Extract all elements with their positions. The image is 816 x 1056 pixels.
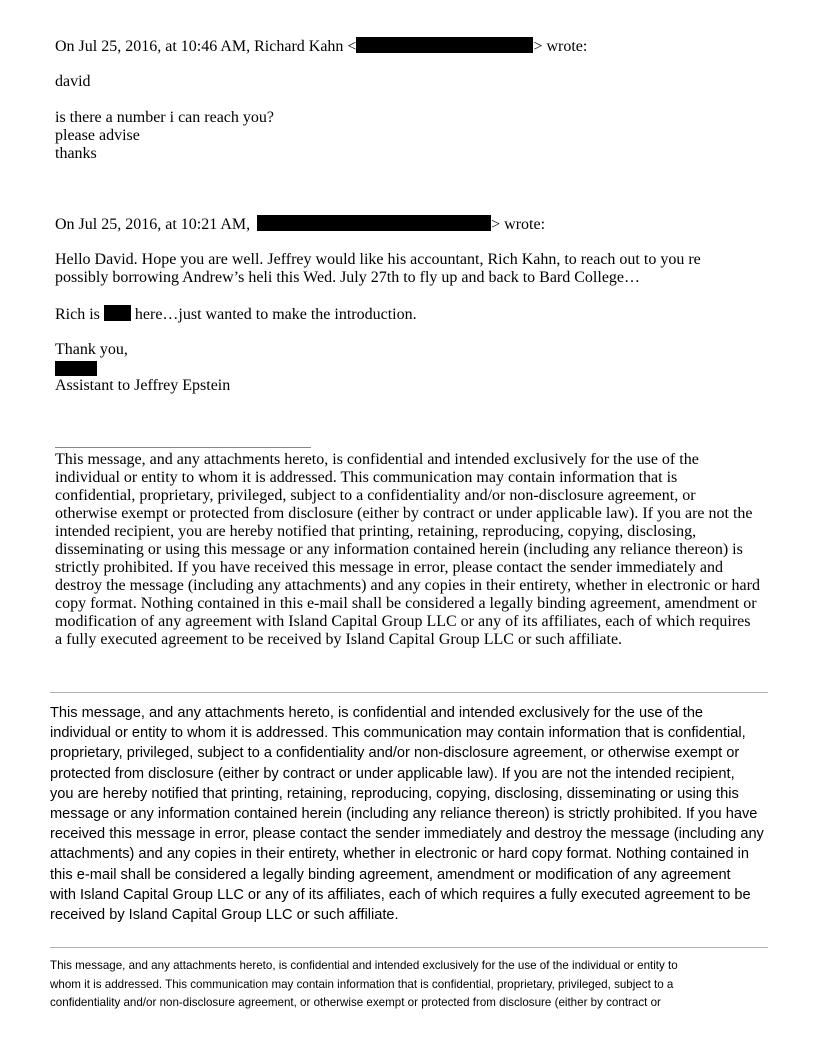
email2-closing: Thank you, — [55, 341, 128, 358]
disclaimer2 — [50, 703, 770, 925]
disclaimer1-line: individual or entity to whom it is addressed. This communication may contain information that is — [55, 469, 678, 486]
email2-para1-line-1: Hello David. Hope you are well. Jeffrey would like his accountant, Rich Kahn, to reach out to you re — [55, 251, 701, 268]
disclaimer1-line: confidential, proprietary, privileged, subject to a confidentiality and/or non-disclosure agreement, or — [55, 487, 696, 504]
disclaimer1-line: modification of any agreement with Island Capital Group LLC or any of its affiliates, each of which requires — [55, 613, 751, 630]
email2-para2-suffix: here…just wanted to make the introduction. — [134, 306, 417, 323]
email1-header-prefix: On Jul 25, 2016, at 10:46 AM, Richard Kahn < — [55, 38, 357, 55]
disclaimer2-line: with Island Capital Group LLC or any of its affiliates, each of which requires a fully executed agreement to be — [50, 886, 751, 903]
email1-header-suffix: > wrote: — [533, 38, 588, 55]
email2-signature-title: Assistant to Jeffrey Epstein — [55, 377, 231, 394]
disclaimer3-line: This message, and any attachments hereto, is confidential and intended exclusively for the use of the individual or entity to — [50, 959, 678, 972]
disclaimer1 — [55, 451, 767, 649]
disclaimer1-divider — [55, 447, 311, 448]
email2-header-prefix: On Jul 25, 2016, at 10:21 AM, — [55, 216, 251, 233]
redacted-block — [55, 361, 97, 376]
email1-body-line-2: please advise — [55, 127, 140, 144]
email2-para2-prefix: Rich is — [55, 306, 100, 323]
email2-para1-line-2: possibly borrowing Andrew’s heli this Wed. July 27th to fly up and back to Bard College… — [55, 269, 641, 286]
disclaimer1-line: copy format. Nothing contained in this e-mail shall be considered a legally binding agreement, amendment or — [55, 595, 757, 612]
disclaimer2-line: This message, and any attachments hereto, is confidential and intended exclusively for the use of the — [50, 705, 704, 721]
disclaimer3 — [50, 957, 770, 1013]
email2-header — [55, 215, 545, 234]
disclaimer3-line: confidentiality and/or non-disclosure agreement, or otherwise exempt or protected from disclosure (either by contract or — [50, 996, 661, 1009]
disclaimer1-line: a fully executed agreement to be received by Island Capital Group LLC or such affiliate. — [55, 631, 623, 648]
disclaimer2-line: received this message in error, please contact the sender immediately and destroy the message (including any — [50, 826, 764, 843]
disclaimer1-line: strictly prohibited. If you have received this message in error, please contact the sender immediately and — [55, 559, 724, 576]
disclaimer1-line: otherwise exempt or protected from disclosure (either by contract or under applicable law). If you are not the — [55, 505, 753, 522]
redacted-name — [104, 305, 131, 321]
disclaimer1-line: disseminating or using this message or any information contained herein (including any reliance thereon) is — [55, 541, 743, 558]
disclaimer3-line: whom it is addressed. This communication may contain information that is confidential, proprietary, privileged, subject to a — [50, 977, 674, 991]
disclaimer2-line: received by Island Capital Group LLC or such affiliate. — [50, 907, 399, 924]
email1-body-line-3: thanks — [55, 145, 97, 162]
disclaimer1-line: destroy the message (including any attachments) and any copies in their entirety, whether in electronic or hard — [55, 577, 760, 594]
email2-header-suffix: > wrote: — [491, 216, 546, 233]
disclaimer2-line: this e-mail shall be considered a legally binding agreement, amendment or modification of any agreement — [50, 866, 731, 883]
disclaimer2-line: attachments) and any copies in their entirety, whether in electronic or hard copy format. Nothing contained in — [50, 846, 749, 863]
disclaimer2-divider — [50, 692, 768, 693]
email1-body-line-1: is there a number i can reach you? — [55, 109, 275, 126]
disclaimer2-line: individual or entity to whom it is addressed. This communication may contain information that is confidential, — [50, 725, 746, 742]
redacted-sender — [257, 215, 491, 231]
disclaimer2-line: proprietary, privileged, subject to a confidentiality and/or non-disclosure agreement, or otherwise exempt or — [50, 745, 740, 762]
email1-header — [55, 37, 587, 56]
disclaimer2-line: you are hereby notified that printing, retaining, reproducing, copying, disclosing, disseminating or using this — [50, 785, 739, 802]
disclaimer3-divider — [50, 947, 768, 948]
redacted-email-address — [356, 37, 533, 53]
disclaimer1-line: intended recipient, you are hereby notified that printing, retaining, reproducing, copying, disclosing, — [55, 523, 697, 540]
disclaimer2-line: message or any information contained herein (including any reliance thereon) is strictly prohibited. If you have — [50, 806, 758, 823]
disclaimer1-line: This message, and any attachments hereto, is confidential and intended exclusively for the use of the — [55, 451, 699, 468]
email2-para2 — [55, 305, 417, 324]
email1-greeting: david — [55, 73, 91, 90]
disclaimer2-line: protected from disclosure (either by contract or under applicable law). If you are not the intended recipient, — [50, 765, 735, 782]
